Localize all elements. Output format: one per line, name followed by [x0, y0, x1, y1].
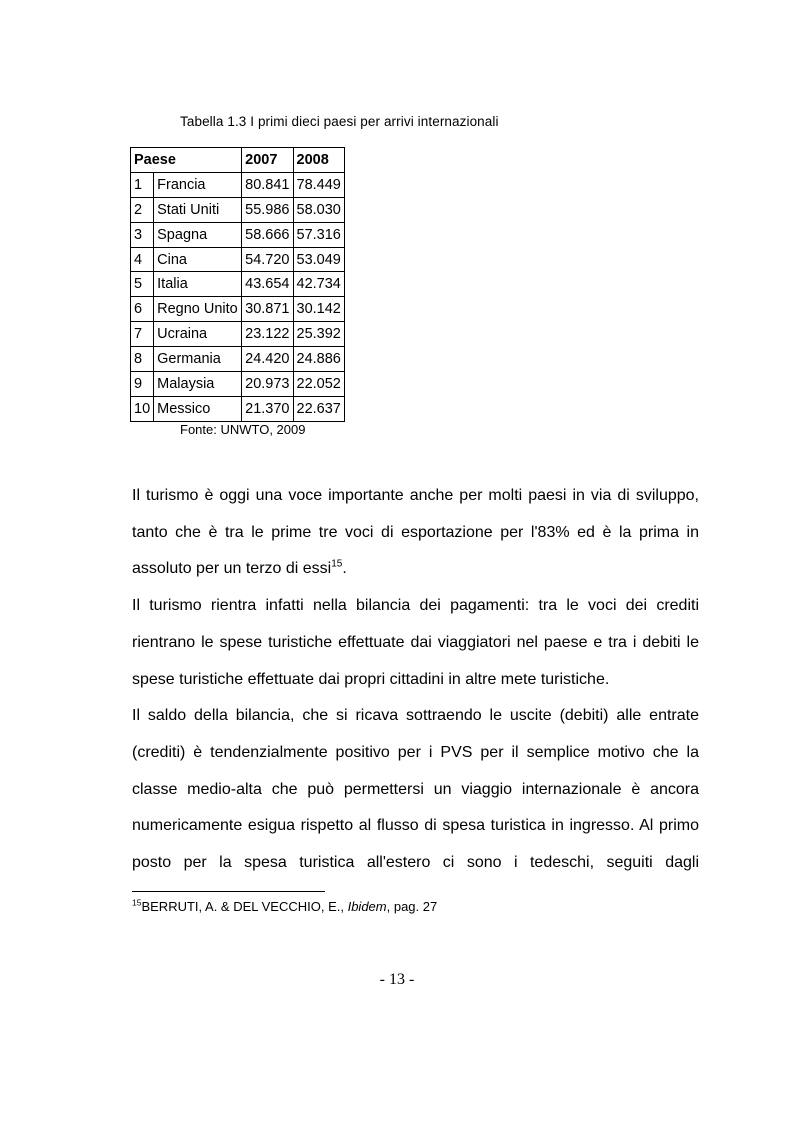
header-2007: 2007 — [242, 148, 293, 173]
rank-cell: 2 — [131, 197, 154, 222]
value-2007-cell: 20.973 — [242, 372, 293, 397]
footnote-work: Ibidem — [347, 899, 387, 914]
country-cell: Regno Unito — [154, 297, 242, 322]
footnote-divider — [132, 891, 325, 892]
value-2007-cell: 21.370 — [242, 396, 293, 421]
country-cell: Malaysia — [154, 372, 242, 397]
value-2007-cell: 24.420 — [242, 347, 293, 372]
footnote-ref[interactable]: 15 — [331, 559, 343, 571]
table-row — [131, 372, 345, 397]
table-row — [131, 222, 345, 247]
country-cell: Germania — [154, 347, 242, 372]
value-2007-cell: 43.654 — [242, 272, 293, 297]
footnote-authors: BERRUTI, A. & DEL VECCHIO, E., — [141, 899, 348, 914]
body-text — [132, 478, 699, 882]
value-2007-cell: 80.841 — [242, 172, 293, 197]
value-2007-cell: 30.871 — [242, 297, 293, 322]
value-2008-cell: 25.392 — [293, 322, 344, 347]
arrivals-table — [130, 147, 345, 422]
value-2008-cell: 42.734 — [293, 272, 344, 297]
footnote-pages: , pag. 27 — [386, 899, 438, 914]
value-2008-cell: 53.049 — [293, 247, 344, 272]
paragraph-3: Il saldo della bilancia, che si ricava sottraendo le uscite (debiti) alle entrate (crediti) è tendenzialmente positivo per i PVS per il semplice motivo che la classe medio-alta che può permettersi un viaggio internazionale è ancora numericamente esigua rispetto al flusso di spesa turistica in ingresso. Al primo posto per la spesa turistica all'estero ci sono i tedeschi, seguiti dagli — [132, 707, 699, 872]
table-row — [131, 197, 345, 222]
table-row — [131, 297, 345, 322]
paragraph-1-end: . — [342, 560, 347, 578]
page-number: - 13 - — [379, 971, 415, 988]
rank-cell: 4 — [131, 247, 154, 272]
value-2008-cell: 58.030 — [293, 197, 344, 222]
value-2008-cell: 22.052 — [293, 372, 344, 397]
country-cell: Spagna — [154, 222, 242, 247]
rank-cell: 3 — [131, 222, 154, 247]
country-cell: Ucraina — [154, 322, 242, 347]
paragraph-1 — [132, 478, 699, 588]
country-cell: Messico — [154, 396, 242, 421]
table-row — [131, 247, 345, 272]
rank-cell: 7 — [131, 322, 154, 347]
rank-cell: 6 — [131, 297, 154, 322]
value-2008-cell: 78.449 — [293, 172, 344, 197]
table-caption: Tabella 1.3 I primi dieci paesi per arrivi internazionali — [180, 114, 499, 129]
value-2008-cell: 30.142 — [293, 297, 344, 322]
rank-cell: 8 — [131, 347, 154, 372]
table-row — [131, 172, 345, 197]
country-cell: Cina — [154, 247, 242, 272]
header-2008: 2008 — [293, 148, 344, 173]
footnote-number: 15 — [132, 897, 142, 908]
value-2008-cell: 22.637 — [293, 396, 344, 421]
value-2008-cell: 24.886 — [293, 347, 344, 372]
table-row — [131, 347, 345, 372]
paragraph-1-text: Il turismo è oggi una voce importante anche per molti paesi in via di sviluppo, tanto che è tra le prime tre voci di esportazione per l'83% ed è la prima in assoluto per un terzo di essi — [132, 487, 699, 578]
table-row — [131, 396, 345, 421]
footnote — [132, 899, 437, 914]
rank-cell: 10 — [131, 396, 154, 421]
country-cell: Italia — [154, 272, 242, 297]
value-2007-cell: 23.122 — [242, 322, 293, 347]
rank-cell: 5 — [131, 272, 154, 297]
value-2007-cell: 58.666 — [242, 222, 293, 247]
value-2008-cell: 57.316 — [293, 222, 344, 247]
table-row — [131, 272, 345, 297]
header-country: Paese — [131, 148, 242, 173]
table-row — [131, 322, 345, 347]
table-source: Fonte: UNWTO, 2009 — [180, 422, 306, 437]
table-body — [131, 172, 345, 421]
country-cell: Francia — [154, 172, 242, 197]
country-cell: Stati Uniti — [154, 197, 242, 222]
rank-cell: 1 — [131, 172, 154, 197]
value-2007-cell: 55.986 — [242, 197, 293, 222]
rank-cell: 9 — [131, 372, 154, 397]
value-2007-cell: 54.720 — [242, 247, 293, 272]
paragraph-2: Il turismo rientra infatti nella bilancia dei pagamenti: tra le voci dei crediti rientrano le spese turistiche effettuate dai viaggiatori nel paese e tra i debiti le spese turistiche effettuate dai propri cittadini in altre mete turistiche. — [132, 597, 699, 688]
table-header-row — [131, 148, 345, 173]
